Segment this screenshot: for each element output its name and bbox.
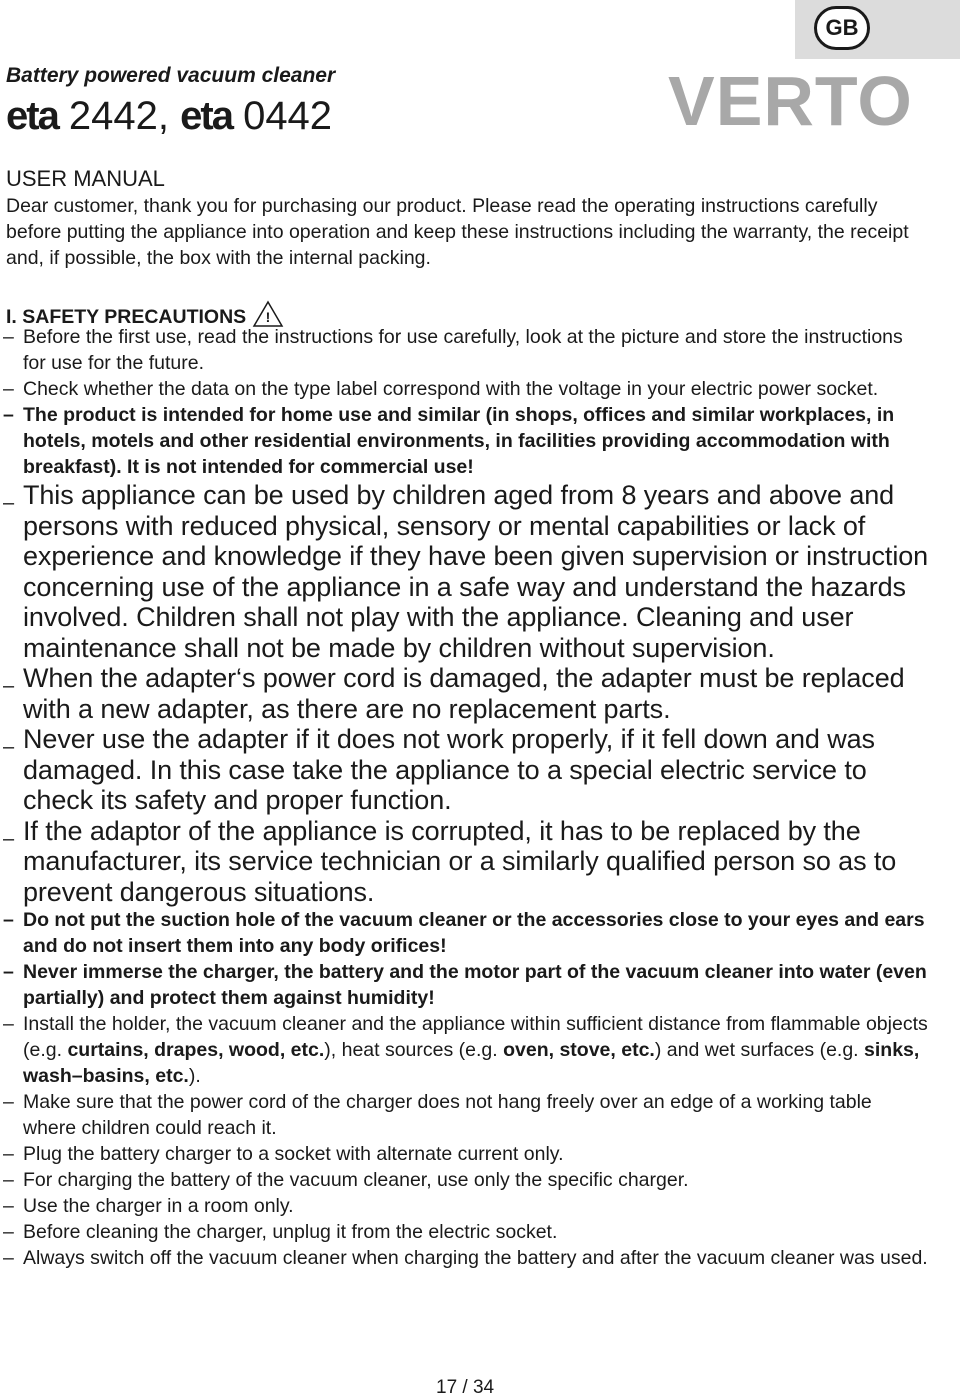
list-item: – Plug the battery charger to a socket with alternate current only.	[3, 1143, 564, 1165]
list-item: – Never use the adapter if it does not work properly, if it fell down and was damaged. In this case take the appliance to a special electric service to check its safety and proper function.	[3, 724, 875, 815]
manual-title: USER MANUAL	[6, 166, 165, 191]
language-badge: GB	[814, 6, 870, 50]
list-item: – Before cleaning the charger, unplug it from the electric socket.	[3, 1221, 558, 1243]
list-item: – Never immerse the charger, the battery and the motor part of the vacuum cleaner into water (even partially) and protect them against humidity!	[3, 961, 927, 1009]
section-heading-text: I. SAFETY PRECAUTIONS	[6, 305, 247, 328]
list-item: – This appliance can be used by children aged from 8 years and above and persons with reduced physical, sensory or mental capabilities or lack of experience and knowledge if they have been given supervision or instruction concerning use of the appliance in a safe way and understand the hazards involved. Children shall not play with the appliance. Cleaning and user maintenance shall not be made by children without supervision.	[3, 480, 929, 663]
model-number-2: 0442	[231, 94, 333, 138]
intro-paragraph: Dear customer, thank you for purchasing our product. Please read the operating instructions carefully before putting the appliance into operation and keep these instructions including the warranty, the receipt and, if possible, the box with the internal packing.	[6, 195, 909, 269]
list-item: – The product is intended for home use and similar (in shops, offices and similar workplaces, in hotels, motels and other residential environments, in facilities providing accommodation with breakfast). It is not intended for commercial use!	[3, 404, 895, 478]
list-item: – Check whether the data on the type label correspond with the voltage in your electric power socket.	[3, 378, 879, 400]
svg-text:!: !	[265, 309, 271, 325]
page-number: 17 / 34	[436, 1377, 495, 1398]
brand-logo: VERTO	[668, 62, 913, 140]
list-item: – Do not put the suction hole of the vacuum cleaner or the accessories close to your eyes and ears and do not insert them into any body orifices!	[3, 909, 925, 957]
list-item: – When the adapter‘s power cord is damaged, the adapter must be replaced with a new adapter, as there are no replacement parts.	[3, 663, 905, 724]
list-item: – If the adaptor of the appliance is corrupted, it has to be replaced by the manufacturer, its service technician or a similarly qualified person so as to prevent dangerous situations.	[3, 815, 897, 907]
list-item: – Before the first use, read the instructions for use carefully, look at the picture and store the instructions for use for the future.	[3, 326, 903, 374]
model-number-1: 2442,	[57, 94, 181, 138]
list-item: – For charging the battery of the vacuum cleaner, use only the specific charger.	[3, 1169, 689, 1191]
list-item: – Always switch off the vacuum cleaner when charging the battery and after the vacuum cleaner was used.	[3, 1247, 928, 1269]
model-brand-1: eta	[6, 94, 58, 138]
model-brand-2: eta	[180, 94, 232, 138]
model-title	[6, 94, 332, 138]
safety-list	[0, 324, 930, 1271]
product-type: Battery powered vacuum cleaner	[6, 64, 336, 87]
list-item: – Make sure that the power cord of the charger does not hang freely over an edge of a working table where children could reach it.	[3, 1091, 872, 1139]
list-item: – Install the holder, the vacuum cleaner and the appliance within sufficient distance from flammable objects (e.g. curtains, drapes, wood, etc.), heat sources (e.g. oven, stove, etc.) and wet surfaces (e.g. sinks, wash–basins, etc.).	[3, 1013, 928, 1087]
list-item: – Use the charger in a room only.	[3, 1195, 294, 1217]
